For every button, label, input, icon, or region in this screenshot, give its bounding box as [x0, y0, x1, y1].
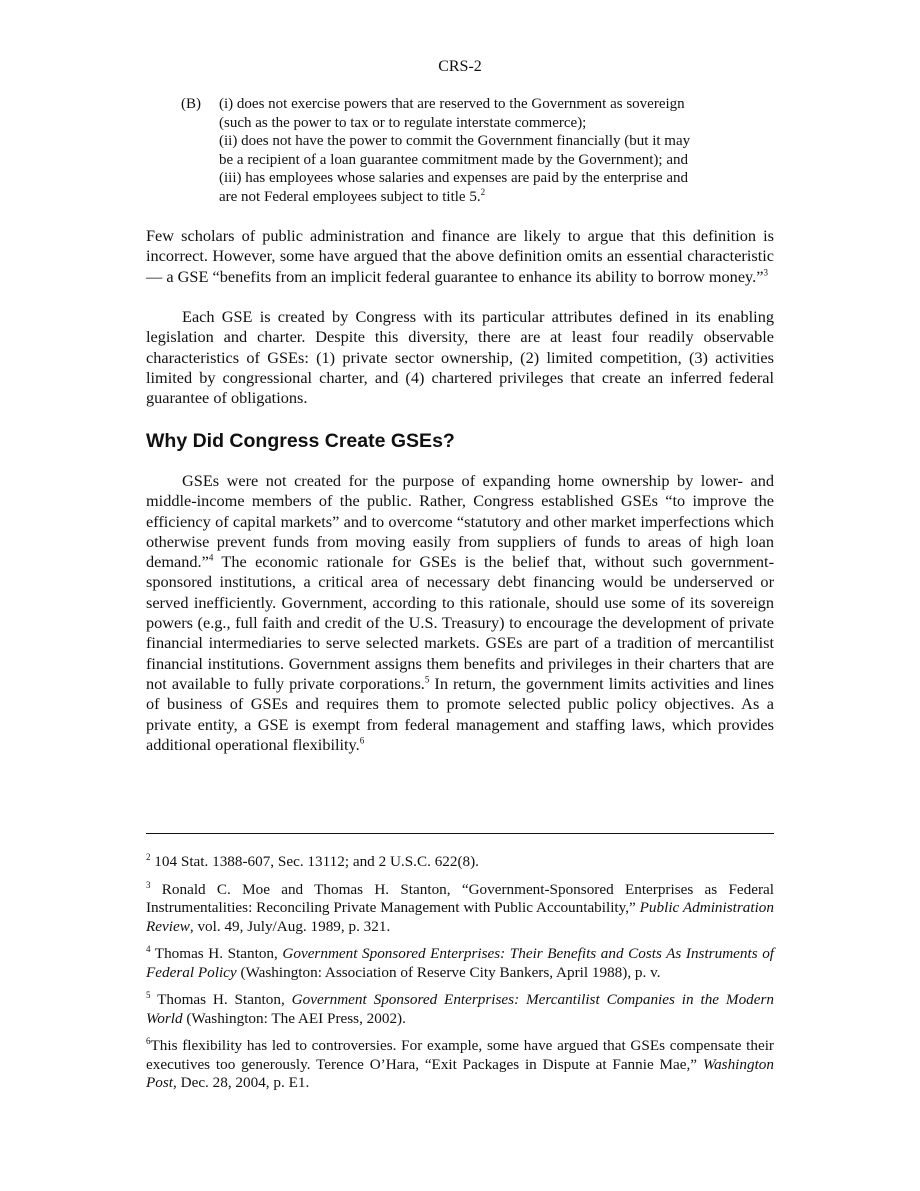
- quote-line-text: are not Federal employees subject to title 5.: [219, 188, 481, 205]
- footnote-ref-5: 5: [424, 674, 430, 685]
- footnote-citation-title: Government Sponsored Enterprises: Mercantilist Companies in the Modern World: [146, 991, 775, 1027]
- footnote-5: [146, 991, 774, 1028]
- paragraph-gse-characteristics: Each GSE is created by Congress with its particular attributes defined in its enabling legislation and charter. Despite this diversity, there are at least four readily observable characteristics of GSEs: (1) private sector ownership, (2) limited competition, (3) activities limited by congressional charter, and (4) chartered privileges that create an inferred federal guarantee of obligations.: [146, 307, 774, 408]
- section-heading: Why Did Congress Create GSEs?: [146, 429, 455, 452]
- footnote-ref-3: 3: [763, 267, 768, 278]
- page-number-header: CRS-2: [438, 58, 482, 75]
- footnote-text: , Dec. 28, 2004, p. E1.: [173, 1074, 310, 1091]
- quote-body: [219, 95, 764, 207]
- footnote-text: (Washington: Association of Reserve City Bankers, April 1988), p. v.: [236, 963, 661, 981]
- quote-line: be a recipient of a loan guarantee commitment made by the Government); and: [219, 151, 688, 168]
- paragraph-definition-critique: [146, 226, 774, 287]
- footnote-number: 3: [146, 879, 151, 890]
- footnote-text: (Washington: The AEI Press, 2002).: [182, 1009, 406, 1027]
- footnote-text: Thomas H. Stanton,: [150, 945, 283, 962]
- footnote-3: [146, 881, 774, 937]
- footnote-text: , vol. 49, July/Aug. 1989, p. 321.: [189, 917, 391, 935]
- quote-line: (ii) does not have the power to commit the Government financially (but it may: [219, 133, 691, 150]
- footnote-citation-title: Government Sponsored Enterprises: Their Benefits and Costs As Instruments of Federal Policy: [146, 945, 775, 981]
- quote-line: (iii) has employees whose salaries and expenses are paid by the enterprise and: [219, 170, 688, 187]
- paragraph-text: Few scholars of public administration and finance are likely to argue that this definition is incorrect. However, some have argued that the above definition omits an essential characteristic — a GSE “benefits from an implicit federal guarantee to enhance its ability to borrow money.”: [146, 226, 774, 286]
- footnote-number: 5: [146, 989, 151, 1000]
- footnote-text: 104 Stat. 1388-607, Sec. 13112; and 2 U.S.C. 622(8).: [150, 853, 479, 870]
- paragraph-text: In return, the government limits activities and lines of business of GSEs and requires them to promote selected public policy objectives. As a private entity, a GSE is exempt from federal management and staffing laws, which provides additional operational flexibility.: [146, 673, 774, 754]
- paragraph-text: GSEs were not created for the purpose of expanding home ownership by lower- and middle-income members of the public. Rather, Congress established GSEs “to improve the efficiency of capital markets” and to overcome “statutory and other market imperfections which otherwise prevent funds from moving easily from suppliers of funds to areas of high loan demand.”: [146, 470, 774, 572]
- quote-line: (i) does not exercise powers that are reserved to the Government as sovereign: [219, 96, 685, 112]
- footnote-2: [146, 853, 774, 872]
- footnote-4: [146, 945, 774, 982]
- footnote-number: 2: [146, 851, 151, 862]
- footnote-ref-4: 4: [208, 552, 214, 563]
- quote-line-last: [219, 188, 764, 207]
- footnote-ref-2: 2: [480, 186, 486, 197]
- footnote-text: Thomas H. Stanton,: [150, 991, 292, 1008]
- quote-line: (such as the power to tax or to regulate interstate commerce);: [219, 114, 587, 131]
- footnote-text: Ronald C. Moe and Thomas H. Stanton, “Government-Sponsored Enterprises as Federal Instrumentalities: Reconciling Private Management with Public Accountability,”: [146, 880, 774, 916]
- footnote-text: This flexibility has led to controversies. For example, some have argued that GSEs compensate their executives too generously. Terence O’Hara, “Exit Packages in Dispute at Fannie Mae,”: [146, 1037, 774, 1073]
- footnote-ref-6: 6: [359, 735, 365, 746]
- footnote-number: 4: [146, 943, 151, 954]
- footnote-divider: [146, 833, 774, 834]
- footnote-number: 6: [146, 1035, 151, 1046]
- paragraph-text: The economic rationale for GSEs is the belief that, without such government-sponsored institutions, a critical area of necessary debt financing would be underserved or served inefficiently. Government, according to this rationale, should use some of its sovereign powers (e.g., full faith and credit of the U.S. Treasury) to encourage the development of private financial intermediaries to serve selected markets. GSEs are part of a tradition of mercantilist financial institutions. Government assigns them benefits and privileges in their charters that are not available to fully private corporations.: [146, 552, 774, 693]
- footnote-citation-title: Public Administration Review: [146, 899, 774, 935]
- paragraph-why-gses: [146, 471, 774, 755]
- footnotes: [146, 853, 774, 1102]
- main-body: [146, 226, 774, 775]
- footnote-citation-title: Washington Post: [146, 1055, 774, 1091]
- footnote-6: [146, 1037, 774, 1093]
- quote-label: (B): [181, 96, 201, 112]
